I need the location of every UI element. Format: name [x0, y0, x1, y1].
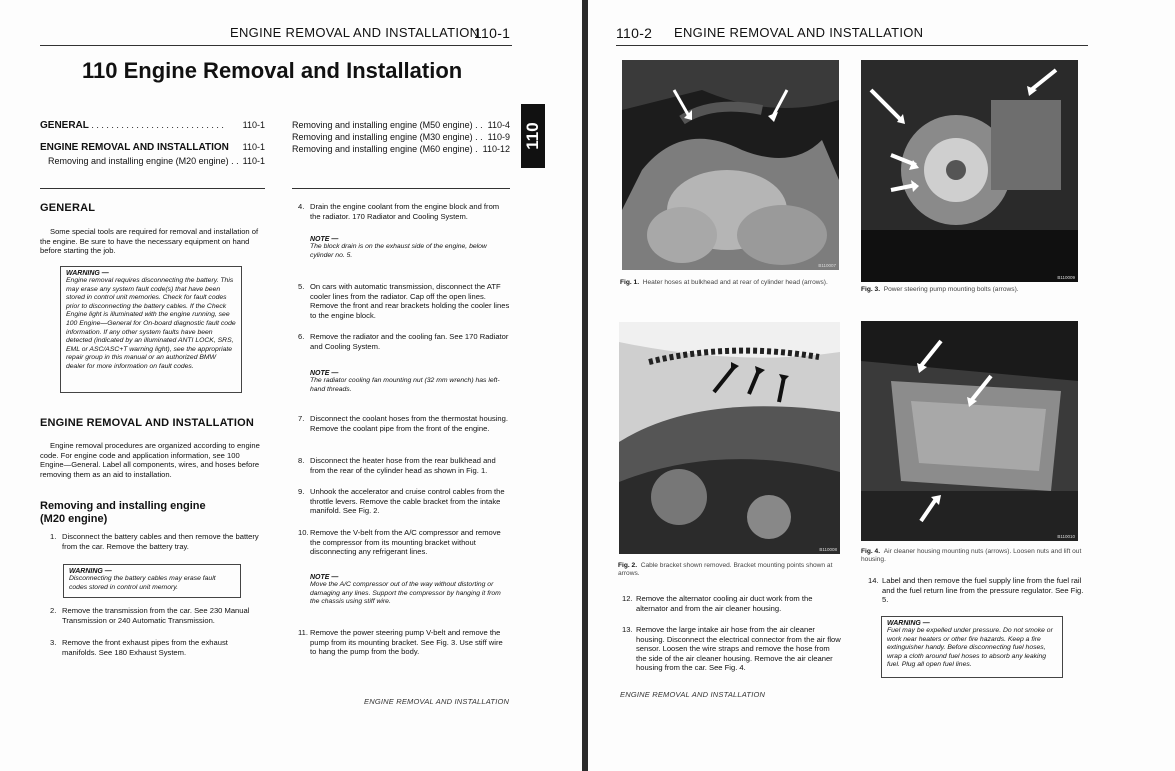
step-number: 8.	[298, 456, 305, 465]
warning-title: WARNING —	[887, 620, 930, 627]
step-text: Disconnect the heater hose from the rear bulkhead and from the rear of the cylinder head as shown in Fig. 1.	[310, 456, 496, 475]
warning-text: Engine removal requires disconnecting the battery. This may erase any system fault code(s) that have been stored in control unit memories. Check for fault codes prior to disconnecting the battery cables. If the Check Engine light is illuminated with the engine running, see 100 Engine—General for On-board diagnostic fault code information. If any other system faults have been detected (indicated by an illuminated ANTI LOCK, SRS, EML or ASC/ASC+T warning light), see the appropriate repair group in this manual or an authorized BMW dealer for more information on fault codes.	[66, 277, 236, 370]
toc-label: Removing and installing engine (M50 engine)	[292, 120, 473, 130]
toc-dots: . . . . . . . . . . . . . . . . . . . . . . . . . . .	[88, 120, 224, 130]
figure-4-photo	[861, 321, 1078, 541]
step-text: Drain the engine coolant from the engine block and from the radiator. 170 Radiator and Cooling System.	[310, 202, 500, 221]
running-header-title: ENGINE REMOVAL AND INSTALLATION	[230, 25, 480, 40]
step-text: Label and then remove the fuel supply line from the fuel rail and the fuel return line from the pressure regulator. See Fig. 5.	[882, 576, 1084, 605]
toc-label: Removing and installing engine (M20 engine)	[48, 156, 229, 166]
step-number: 12.	[622, 594, 633, 603]
chapter-tab-label: 110	[523, 122, 542, 150]
toc-dots: . .	[472, 120, 483, 130]
step-number: 10.	[298, 528, 309, 537]
toc-page: 110-4	[487, 120, 510, 130]
photo-id: B110010	[1057, 534, 1075, 539]
step-text: Remove the large intake air hose from the air cleaner housing. Disconnect the electrical connector from the air flow sensor. Loosen the wire straps and remove the hose from the side of the air cleaner housing. Remove the air cleaner housing from the car. See Fig. 4.	[636, 625, 841, 673]
caption-text: Cable bracket shown removed. Bracket mounting points shown at arrows.	[618, 562, 833, 578]
header-rule	[616, 45, 1088, 46]
figure-4-caption	[861, 548, 1086, 565]
note-ac-compressor	[310, 574, 510, 607]
step-text: Remove the alternator cooling air duct work from the alternator and from the air cleaner housing.	[636, 594, 813, 613]
step-text: Remove the transmission from the car. See 230 Manual Transmission or 240 Automatic Transmission.	[62, 606, 250, 625]
engine-removal-paragraph: Engine removal procedures are organized according to engine code. For engine code and application information, see 100 Engine—General. Label all components, wires, and hoses before removing them as an aid to installation.	[40, 441, 260, 479]
toc-page: 110-1	[242, 156, 265, 166]
step-number: 7.	[298, 414, 305, 423]
step-number: 9.	[298, 487, 305, 496]
toc-left	[40, 119, 265, 167]
note-title: NOTE —	[310, 370, 339, 377]
note-fan-nut	[310, 370, 510, 394]
figure-label: Fig. 1.	[620, 279, 640, 286]
note-text: The block drain is on the exhaust side of the engine, below cylinder no. 5.	[310, 243, 487, 259]
toc-entry[interactable]	[40, 119, 265, 134]
toc-label: Removing and installing engine (M30 engine)	[292, 132, 473, 142]
running-header-page: 110-1	[474, 25, 511, 41]
toc-page: 110-12	[482, 144, 510, 154]
figure-label: Fig. 2.	[618, 562, 638, 569]
general-paragraph: Some special tools are required for removal and installation of the engine. Be sure to have the necessary equipment on hand before starting the job.	[40, 227, 259, 256]
toc-label: Removing and installing engine (M60 engine)	[292, 144, 473, 154]
figure-3-photo	[861, 60, 1078, 282]
caption-text: Air cleaner housing mounting nuts (arrows). Loosen nuts and lift out housing.	[861, 548, 1082, 564]
left-page	[0, 0, 582, 771]
figure-2-caption	[618, 562, 843, 579]
note-title: NOTE —	[310, 236, 339, 243]
right-page	[588, 0, 1175, 771]
running-header-page: 110-2	[616, 25, 653, 41]
figure-1-photo	[622, 60, 839, 270]
toc-right	[292, 119, 510, 155]
toc-dots: .	[472, 144, 478, 154]
step-text: Disconnect the battery cables and then remove the battery from the car. Remove the battery tray.	[62, 532, 259, 551]
caption-text: Heater hoses at bulkhead and at rear of cylinder head (arrows).	[642, 279, 828, 286]
step-number: 3.	[50, 638, 57, 647]
figure-2-photo	[619, 322, 840, 554]
toc-page: 110-9	[487, 132, 510, 142]
figure-label: Fig. 3.	[861, 286, 881, 293]
step-number: 2.	[50, 606, 57, 615]
toc-page: 110-1	[242, 120, 265, 130]
step-text: Unhook the accelerator and cruise control cables from the throttle levers. Remove the cable bracket from the intake manifold. See Fig. 2.	[310, 487, 505, 516]
photo-id: B110007	[818, 263, 836, 268]
step-number: 5.	[298, 282, 305, 291]
toc-label: GENERAL	[40, 120, 89, 131]
warning-title: WARNING —	[69, 568, 112, 575]
step-number: 14.	[868, 576, 879, 585]
page-footer: ENGINE REMOVAL AND INSTALLATION	[364, 697, 510, 706]
toc-page: 110-1	[242, 142, 265, 152]
m20-heading-line2: (M20 engine)	[40, 513, 108, 525]
general-heading: GENERAL	[40, 202, 96, 214]
running-header-title: ENGINE REMOVAL AND INSTALLATION	[674, 25, 924, 40]
toc-entry[interactable]	[292, 131, 510, 143]
note-text: Move the A/C compressor out of the way without distorting or damaging any lines. Support the compressor by hanging it from the chassis using stiff wire.	[310, 581, 501, 606]
page-footer: ENGINE REMOVAL AND INSTALLATION	[620, 690, 766, 699]
note-text: The radiator cooling fan mounting nut (32 mm wrench) has left-hand threads.	[310, 377, 500, 393]
step-text: Remove the front exhaust pipes from the exhaust manifolds. See 180 Exhaust System.	[62, 638, 228, 657]
toc-entry[interactable]	[40, 155, 265, 167]
photo-id: B110008	[819, 547, 837, 552]
step-text: Disconnect the coolant hoses from the thermostat housing. Remove the coolant pipe from the front of the engine.	[310, 414, 508, 433]
m20-heading-line1: Removing and installing engine	[40, 500, 206, 512]
note-title: NOTE —	[310, 574, 339, 581]
step-text: On cars with automatic transmission, disconnect the ATF cooler lines from the radiator. Cap off the open lines. Remove the front and rear brackets holding the cooler lines to the engine block.	[310, 282, 510, 320]
step-number: 6.	[298, 332, 305, 341]
warning-box-fault-codes	[63, 564, 241, 598]
warning-text: Disconnecting the battery cables may erase fault codes stored in control unit memory.	[69, 575, 216, 591]
chapter-tab	[521, 104, 545, 168]
note-block-drain	[310, 236, 510, 260]
engine-removal-heading: ENGINE REMOVAL AND INSTALLATION	[40, 417, 254, 429]
section-rule	[292, 188, 510, 189]
warning-box-fuel	[881, 616, 1063, 678]
toc-dots: . .	[472, 132, 483, 142]
figure-label: Fig. 4.	[861, 548, 881, 555]
step-text: Remove the V-belt from the A/C compressor and remove the compressor from its mounting bracket without disconnecting any refrigerant lines.	[310, 528, 501, 557]
warning-text: Fuel may be expelled under pressure. Do not smoke or work near heaters or other fire hazards. Keep a fire extinguisher handy. Before disconnecting fuel hoses, wrap a cloth around fuel hoses to absorb any leaking fuel. Plug all open fuel lines.	[887, 627, 1053, 669]
photo-id: B110009	[1057, 275, 1075, 280]
step-number: 13.	[622, 625, 633, 634]
step-number: 1.	[50, 532, 57, 541]
toc-dots: . .	[228, 156, 239, 166]
header-rule	[40, 45, 512, 46]
toc-label: ENGINE REMOVAL AND INSTALLATION	[40, 142, 229, 153]
figure-3-caption	[861, 286, 1091, 294]
toc-entry[interactable]	[292, 119, 510, 131]
figure-1-caption	[620, 279, 840, 287]
toc-entry[interactable]	[292, 143, 510, 155]
toc-entry[interactable]	[40, 141, 265, 155]
chapter-title: 110 Engine Removal and Installation	[82, 58, 463, 83]
step-text: Remove the power steering pump V-belt and remove the pump from its mounting bracket. See Fig. 3. Use stiff wire to hang the pump from the body.	[310, 628, 503, 657]
step-number: 11.	[298, 628, 308, 637]
warning-box-battery	[60, 266, 242, 393]
warning-title: WARNING —	[66, 270, 109, 277]
caption-text: Power steering pump mounting bolts (arrows).	[883, 286, 1019, 293]
step-text: Remove the radiator and the cooling fan. See 170 Radiator and Cooling System.	[310, 332, 509, 351]
step-number: 4.	[298, 202, 305, 211]
section-rule	[40, 188, 265, 189]
